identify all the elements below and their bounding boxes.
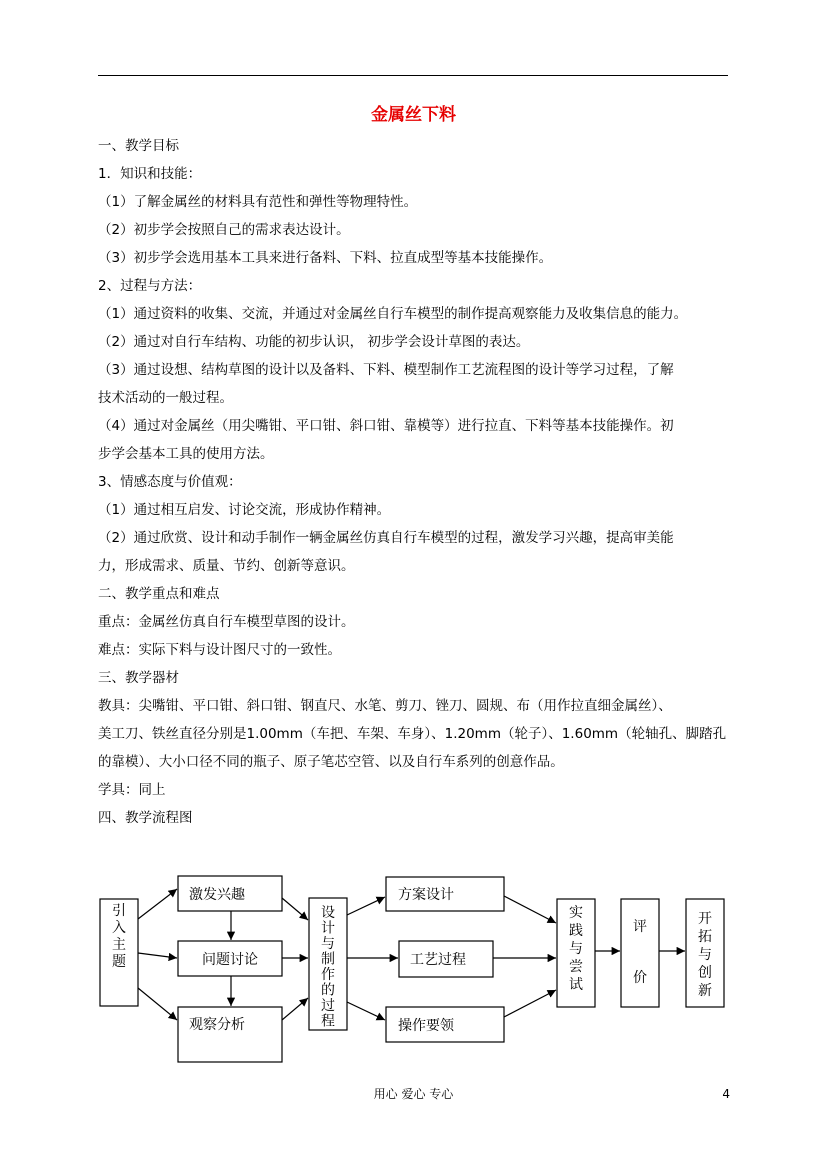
paragraph-line: （3）初步学会选用基本工具来进行备料、下料、拉直成型等基本技能操作。 (98, 250, 553, 266)
arrow-intro-discuss (138, 953, 177, 958)
paragraph-line: 重点：金属丝仿真自行车模型草图的设计。 (98, 614, 355, 630)
page-footer: 用心 爱心 专心 (373, 1087, 454, 1101)
box-intro (100, 899, 138, 1006)
arrow-intro-observe (138, 988, 177, 1020)
label-process: 工艺过程 (410, 952, 466, 968)
document-title: 金属丝下料 (371, 105, 456, 125)
paragraph-line: 技术活动的一般过程。 (98, 390, 233, 406)
label-practice: 实践与尝试 (569, 905, 583, 993)
paragraph-line: 力，形成需求、质量、节约、创新等意识。 (98, 558, 355, 574)
paragraph-line: （1）了解金属丝的材料具有范性和弹性等物理特性。 (98, 194, 418, 210)
paragraph-line: （4）通过对金属丝（用尖嘴钳、平口钳、斜口钳、靠模等）进行拉直、下料等基本技能操作。初 (98, 418, 674, 434)
paragraph-line: （2）初步学会按照自己的需求表达设计。 (98, 222, 350, 238)
paragraph-line: （3）通过设想、结构草图的设计以及备料、下料、模型制作工艺流程图的设计等学习过程，了解 (98, 362, 674, 378)
paragraph-line: 学具：同上 (98, 782, 166, 798)
arrow-plan-practice (504, 896, 556, 923)
heading-teaching-goals: 一、教学目标 (98, 138, 179, 154)
arrow-observe-design (282, 998, 308, 1020)
body-text (98, 132, 730, 832)
heading-key-points: 二、教学重点和难点 (98, 586, 220, 602)
box-interest (178, 876, 282, 911)
arrow-operate-practice (504, 990, 556, 1017)
heading-flowchart: 四、教学流程图 (98, 810, 193, 826)
paragraph-line: （2）通过对自行车结构、功能的初步认识， 初步学会设计草图的表达。 (98, 334, 530, 350)
box-innovate (686, 899, 724, 1007)
box-observe (178, 1007, 282, 1062)
paragraph-line: （2）通过欣赏、设计和动手制作一辆金属丝仿真自行车模型的过程，激发学习兴趣，提高审美能 (98, 530, 674, 546)
arrow-intro-interest (138, 889, 177, 919)
arrow-interest-design (282, 898, 308, 920)
paragraph-line: （1）通过相互启发、讨论交流，形成协作精神。 (98, 502, 391, 518)
subheading-process: 2、过程与方法： (98, 278, 202, 294)
paragraph-line: （1）通过资料的收集、交流，并通过对金属丝自行车模型的制作提高观察能力及收集信息的能力。 (98, 306, 688, 322)
label-interest: 激发兴趣 (189, 887, 245, 903)
box-operate (386, 1007, 504, 1042)
heading-equipment: 三、教学器材 (98, 670, 179, 686)
label-innovate: 开拓与创新 (698, 911, 712, 999)
paragraph-line: 美工刀、铁丝直径分别是1.00mm（车把、车架、车身）、1.20mm（轮子）、1.60mm（轮轴孔、脚踏孔 (98, 726, 727, 742)
box-discuss (178, 941, 282, 976)
box-practice (557, 899, 595, 1007)
arrow-design-plan (347, 897, 385, 915)
box-process (399, 941, 493, 977)
subheading-knowledge: 1．知识和技能： (98, 166, 202, 182)
paragraph-line: 的靠模）、大小口径不同的瓶子、原子笔芯空管、以及自行车系列的创意作品。 (98, 754, 564, 770)
paragraph-line: 步学会基本工具的使用方法。 (98, 446, 274, 462)
box-evaluate (621, 899, 659, 1007)
label-observe: 观察分析 (189, 1017, 245, 1033)
subheading-attitude: 3、情感态度与价值观： (98, 474, 242, 490)
box-design (309, 898, 347, 1030)
label-discuss: 问题讨论 (202, 952, 258, 968)
box-plan (386, 877, 504, 911)
paragraph-line: 教具：尖嘴钳、平口钳、斜口钳、钢直尺、水笔、剪刀、锉刀、圆规、布（用作拉直细金属丝）、 (98, 698, 672, 714)
label-intro: 引入主题 (112, 903, 126, 970)
page-number: 4 (722, 1087, 730, 1101)
label-evaluate-2: 价 (633, 970, 647, 986)
arrow-design-operate (347, 1002, 385, 1020)
label-operate: 操作要领 (398, 1018, 454, 1034)
paragraph-line: 难点：实际下料与设计图尺寸的一致性。 (98, 642, 341, 658)
label-design: 设计与制作的过程 (321, 905, 335, 1030)
label-evaluate-1: 评 (633, 919, 647, 935)
header-rule (98, 75, 728, 76)
label-plan: 方案设计 (398, 887, 454, 903)
